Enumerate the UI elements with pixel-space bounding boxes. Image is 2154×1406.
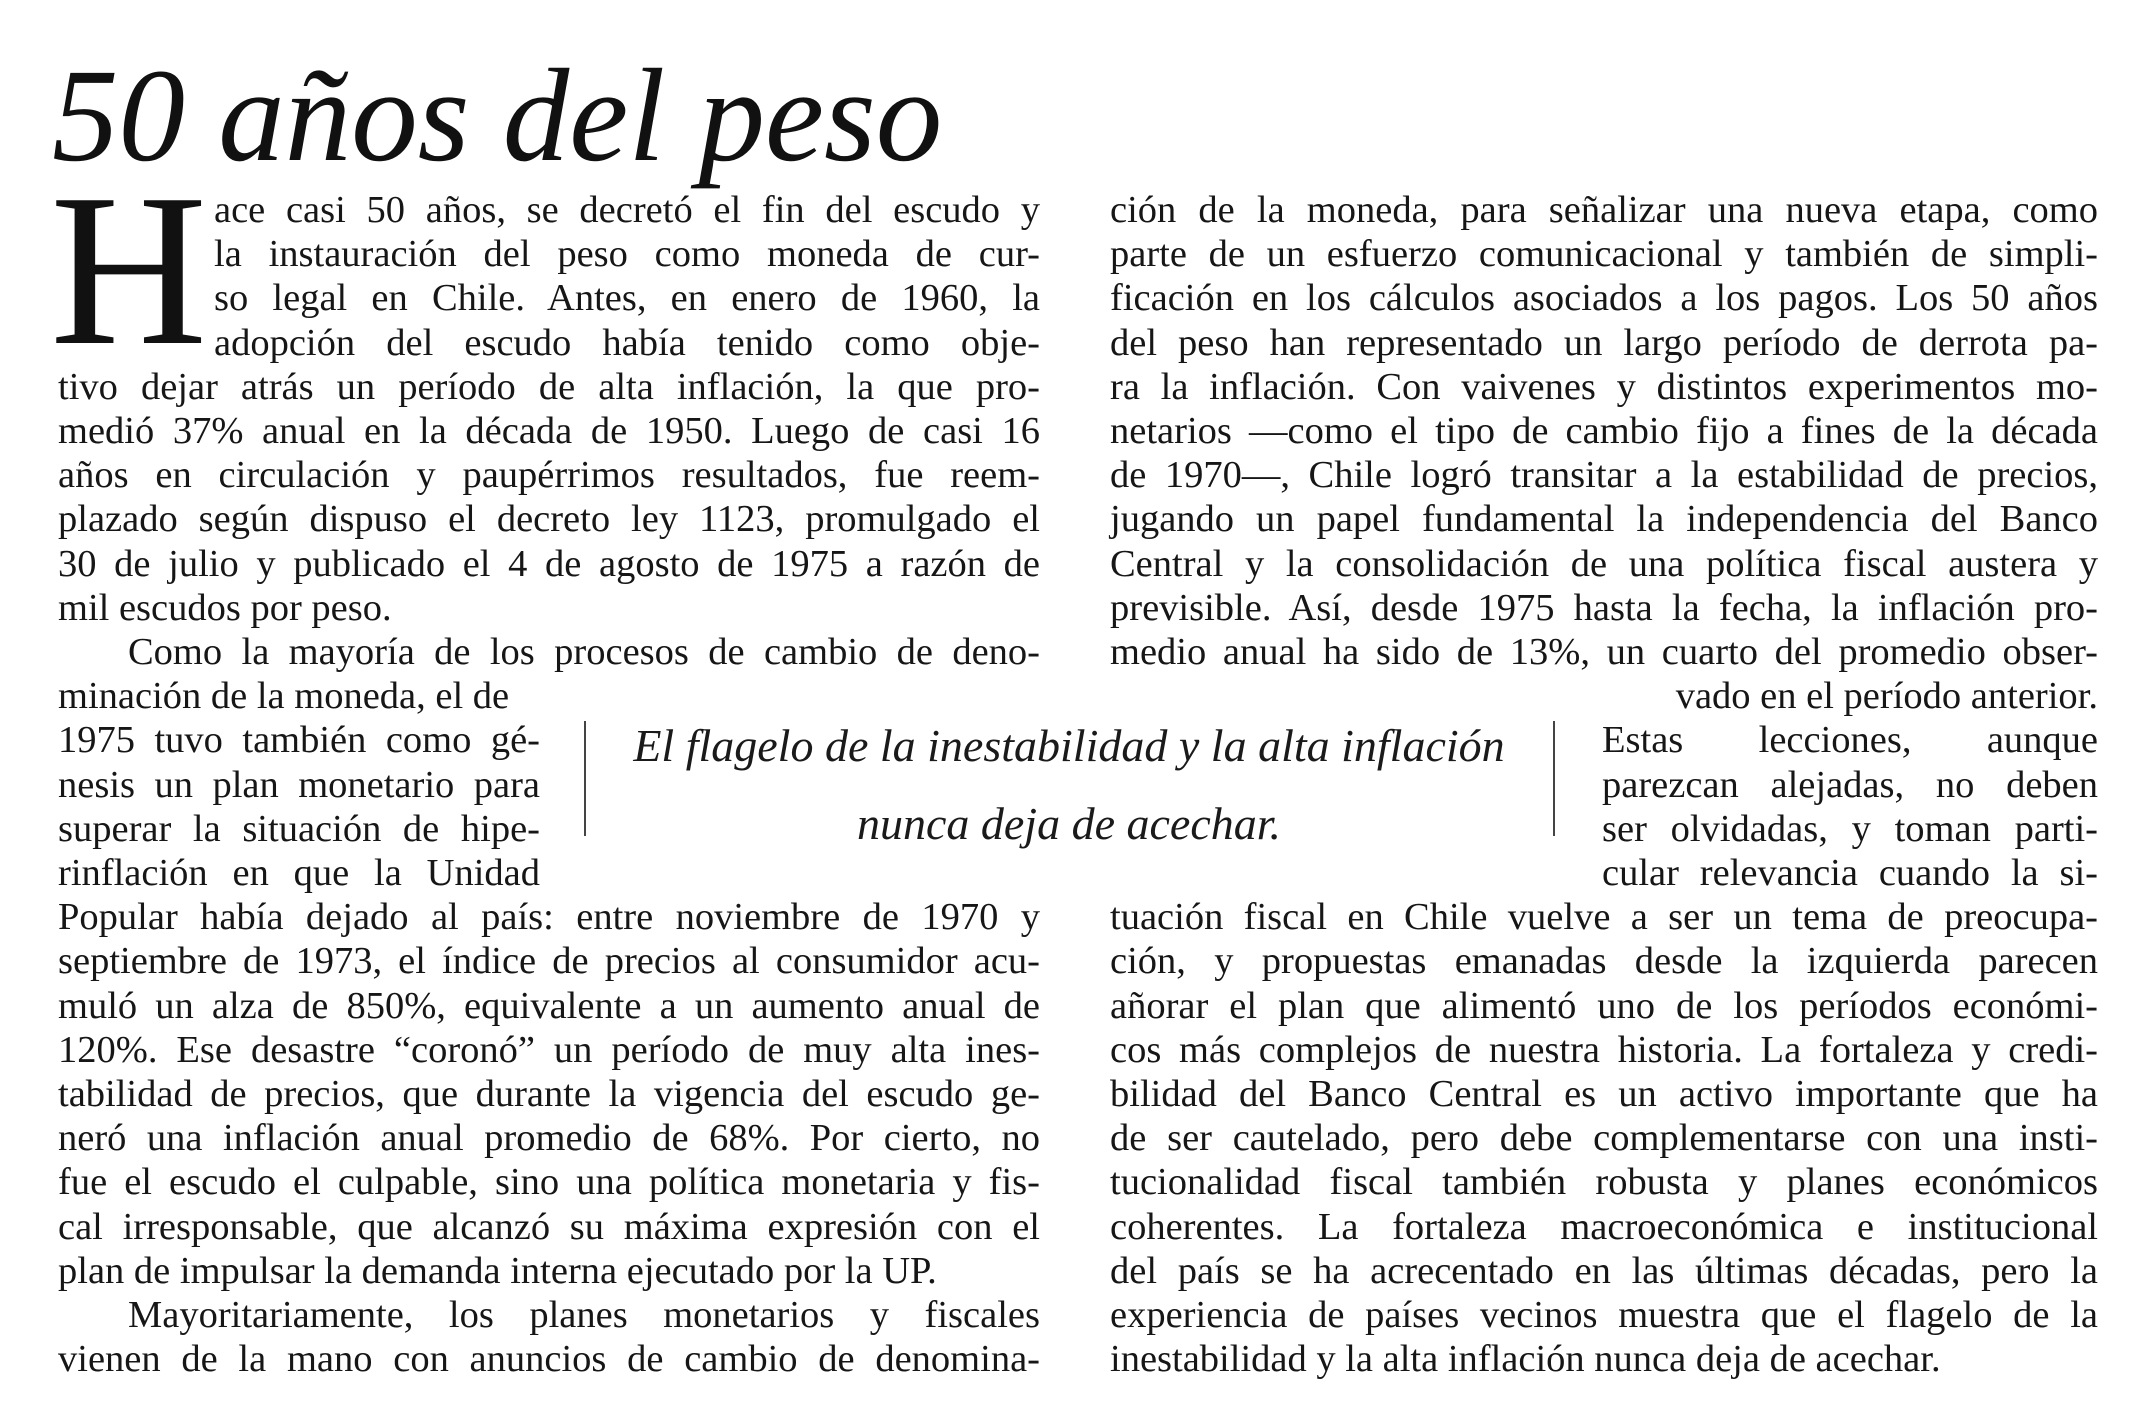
right-column-line: Central y la consolidación de una política fiscal austera y <box>1110 542 2098 585</box>
left-column-line: rinflación en que la Unidad <box>58 852 540 894</box>
right-column-line: jugando un papel fundamental la independencia del Banco <box>1110 498 2098 541</box>
left-column-line: 30 de julio y publicado el 4 de agosto de 1975 a razón de <box>58 542 1040 585</box>
right-column-line: previsible. Así, desde 1975 hasta la fecha, la inflación pro- <box>1110 586 2098 629</box>
left-column-line: minación de la moneda, el de <box>58 675 510 718</box>
right-column-line: del país se ha acrecentado en las últimas décadas, pero la <box>1110 1249 2098 1292</box>
left-column-line: tabilidad de precios, que durante la vigencia del escudo ge- <box>58 1073 1040 1115</box>
left-column-line: nesis un plan monetario para <box>58 763 540 806</box>
left-column-line: plan de impulsar la demanda interna ejecutado por la UP. <box>58 1249 937 1292</box>
right-column-line: de 1970—, Chile logró transitar a la estabilidad de precios, <box>1110 454 2098 497</box>
right-column-line: experiencia de países vecinos muestra que el flagelo de la <box>1110 1294 2098 1336</box>
left-column-line: so legal en Chile. Antes, en enero de 1960, la <box>214 277 1040 320</box>
left-column-line: la instauración del peso como moneda de cur- <box>214 233 1040 276</box>
right-column-line: parte de un esfuerzo comunicacional y también de simpli- <box>1110 233 2098 276</box>
right-column-line: ra la inflación. Con vaivenes y distintos experimentos mo- <box>1110 365 2098 408</box>
left-column-line: ace casi 50 años, se decretó el fin del escudo y <box>214 189 1040 231</box>
right-column-line: netarios —como el tipo de cambio fijo a fines de la década <box>1110 410 2098 452</box>
drop-cap: H <box>50 150 208 391</box>
right-column-line: añorar el plan que alimentó uno de los períodos económi- <box>1110 984 2098 1027</box>
pull-quote-line-1: El flagelo de la inestabilidad y la alta inflación <box>633 720 1505 771</box>
left-column-line: muló un alza de 850%, equivalente a un aumento anual de <box>58 984 1040 1027</box>
left-column-line: Mayoritariamente, los planes monetarios y fiscales <box>128 1294 1040 1336</box>
right-column-line: vado en el período anterior. <box>1675 675 2098 718</box>
right-column-line: inestabilidad y la alta inflación nunca deja de acechar. <box>1110 1338 1941 1381</box>
left-column-line: Popular había dejado al país: entre noviembre de 1970 y <box>58 896 1040 939</box>
left-column-line: neró una inflación anual promedio de 68%. Por cierto, no <box>58 1117 1040 1160</box>
article-title: 50 años del peso <box>52 41 943 189</box>
right-column-line: bilidad del Banco Central es un activo importante que ha <box>1110 1073 2098 1115</box>
right-column-line: coherentes. La fortaleza macroeconómica e institucional <box>1110 1205 2098 1248</box>
right-column-line: ción, y propuestas emanadas desde la izquierda parecen <box>1110 940 2098 983</box>
right-column-line: parezcan alejadas, no deben <box>1602 763 2098 806</box>
left-column-line: cal irresponsable, que alcanzó su máxima expresión con el <box>58 1205 1040 1248</box>
right-column-line: cular relevancia cuando la si- <box>1602 852 2098 894</box>
right-column-line: del peso han representado un largo período de derrota pa- <box>1110 321 2098 364</box>
right-column-line: cos más complejos de nuestra historia. La fortaleza y credi- <box>1110 1028 2098 1071</box>
right-column-line: Estas lecciones, aunque <box>1602 719 2098 762</box>
right-column-line: tuación fiscal en Chile vuelve a ser un tema de preocupa- <box>1110 896 2098 939</box>
right-column-line: ser olvidadas, y toman parti- <box>1602 807 2098 850</box>
left-column-line: medió 37% anual en la década de 1950. Luego de casi 16 <box>58 410 1040 452</box>
left-column-line: 120%. Ese desastre “coronó” un período de muy alta ines- <box>58 1028 1040 1071</box>
left-column-line: tivo dejar atrás un período de alta inflación, la que pro- <box>58 365 1040 408</box>
left-column-line: años en circulación y paupérrimos resultados, fue reem- <box>58 454 1040 497</box>
right-column-line: medio anual ha sido de 13%, un cuarto del promedio obser- <box>1110 631 2098 673</box>
right-column-line: ción de la moneda, para señalizar una nueva etapa, como <box>1110 189 2098 231</box>
pull-quote-line-2: nunca deja de acechar. <box>856 798 1282 849</box>
left-column-line: 1975 tuvo también como gé- <box>58 719 540 762</box>
right-column-line: tucionalidad fiscal también robusta y planes económicos <box>1110 1161 2098 1204</box>
left-column-line: superar la situación de hipe- <box>58 807 540 850</box>
right-column-line: de ser cautelado, pero debe complementarse con una insti- <box>1110 1117 2098 1160</box>
left-column-line: plazado según dispuso el decreto ley 1123, promulgado el <box>58 498 1040 541</box>
right-column-line: ficación en los cálculos asociados a los pagos. Los 50 años <box>1110 277 2098 320</box>
left-column-line: septiembre de 1973, el índice de precios al consumidor acu- <box>58 940 1040 983</box>
left-column-line: Como la mayoría de los procesos de cambio de deno- <box>128 631 1040 673</box>
left-column-line: mil escudos por peso. <box>58 586 392 629</box>
left-column-line: fue el escudo el culpable, sino una política monetaria y fis- <box>58 1161 1040 1204</box>
left-column-line: vienen de la mano con anuncios de cambio de denomina- <box>58 1338 1040 1381</box>
left-column-line: adopción del escudo había tenido como obje- <box>214 321 1040 364</box>
